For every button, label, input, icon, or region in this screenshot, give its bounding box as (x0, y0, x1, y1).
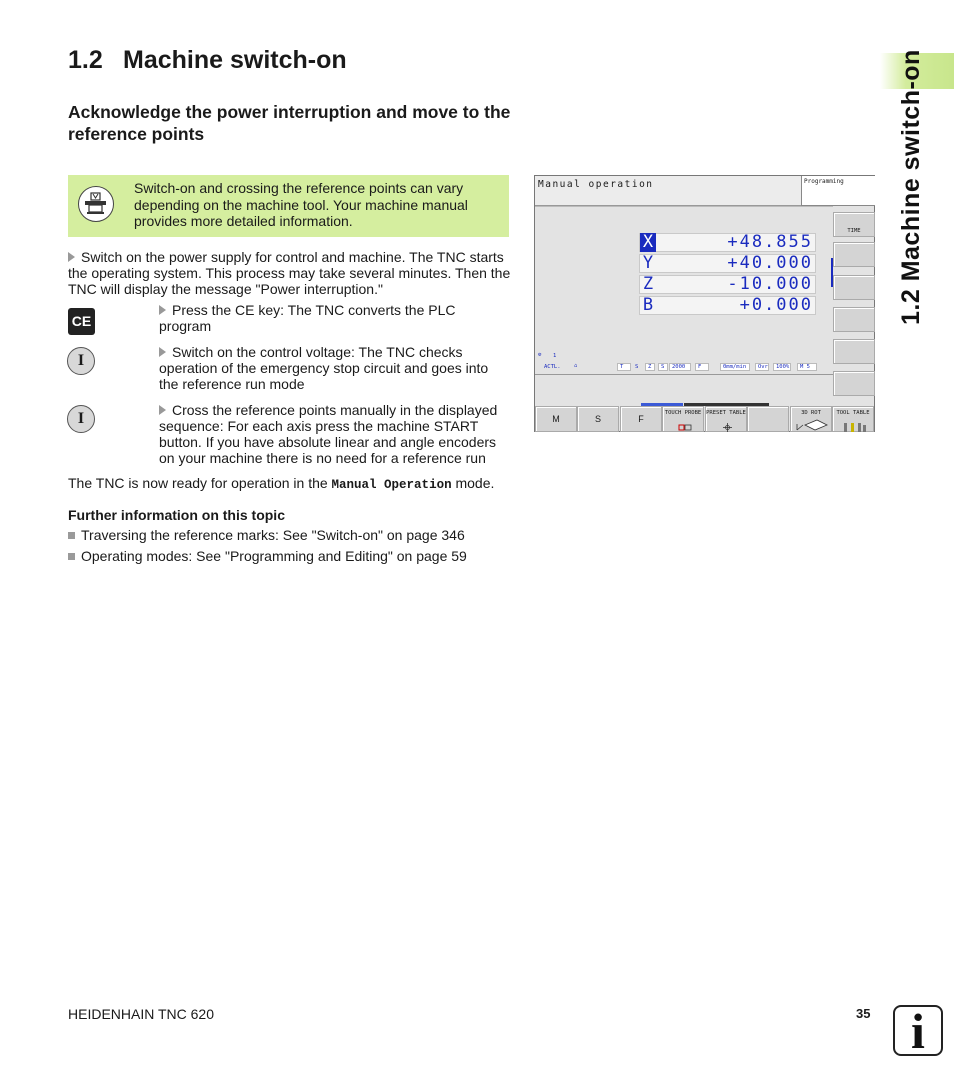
subsection-heading: Acknowledge the power interruption and move to the reference points (68, 102, 511, 144)
softkey-label: M (552, 414, 560, 424)
further-info-item (68, 548, 538, 564)
softkey-label: F (638, 414, 644, 424)
softkey-label: 3D ROT (801, 410, 821, 416)
softkey-time[interactable] (833, 212, 875, 237)
machine-start-key-icon: I (67, 405, 95, 433)
softkey-preset-table[interactable] (705, 406, 747, 432)
page-number: 35 (856, 1006, 871, 1021)
axis-row-b (639, 296, 816, 315)
control-voltage-key-icon: I (67, 347, 95, 375)
softkey-label: TIME (847, 228, 861, 234)
axis-letter: Z (642, 274, 654, 294)
tool-table-icon (843, 422, 867, 432)
softkey-label: S (594, 414, 601, 424)
status-z: Z (645, 363, 655, 371)
3d-rotation-icon (795, 417, 829, 431)
preset-icon (723, 423, 732, 432)
position-cursor (831, 258, 833, 287)
section-number: 1.2 (68, 46, 103, 74)
status-ovr: Ovr (755, 363, 769, 371)
axis-letter: Y (642, 253, 654, 273)
tnc-screen (534, 175, 875, 432)
footer-product: HEIDENHAIN TNC 620 (68, 1006, 215, 1022)
status-marker-icon: ⌂ (574, 363, 578, 369)
axis-letter: B (642, 295, 654, 315)
step-ce (159, 302, 509, 334)
softkey-f[interactable] (620, 406, 662, 432)
bullet-arrow-icon (159, 305, 166, 315)
softkey-tool-table[interactable] (832, 406, 874, 432)
touch-probe-icon (678, 423, 692, 431)
softkey-vertical[interactable] (833, 242, 875, 267)
intro-step-text: Switch on the power supply for control and machine. The TNC starts the operating system. This process may take several minutes. Then the TNC will display the message "Power interruption." (68, 249, 511, 297)
axis-row-z (639, 275, 816, 294)
tool-icon: ⚙ (538, 352, 542, 358)
axis-letter: X (640, 233, 656, 252)
status-s2: S (658, 363, 668, 371)
status-m: M 5 (797, 363, 817, 371)
step-control-voltage (159, 344, 511, 392)
step-control-voltage-text: Switch on the control voltage: The TNC checks operation of the emergency stop circuit and goes into the reference run mode (159, 344, 489, 392)
status-f-unit: 0mm/min (720, 363, 750, 371)
section-heading (68, 46, 347, 75)
step-reference-points (159, 402, 513, 466)
softkey-vertical[interactable] (833, 307, 875, 332)
screen-secondary-mode-label: Programming (804, 178, 844, 185)
axis-row-x (639, 233, 816, 252)
softkey-3d-rot[interactable] (790, 406, 832, 432)
screen-divider (535, 374, 833, 375)
axis-value: +40.000 (727, 253, 813, 273)
axis-value: +0.000 (739, 295, 813, 315)
machine-note (68, 175, 509, 237)
softkey-label: TOOL TABLE (836, 410, 870, 416)
screen-mode-title: Manual operation (538, 179, 654, 190)
section-title: Machine switch-on (123, 46, 347, 74)
axis-row-y (639, 254, 816, 273)
softkey-m[interactable] (535, 406, 577, 432)
status-ovr-value: 100% (773, 363, 791, 371)
status-actl: ACTL. (544, 364, 561, 370)
axis-value: -10.000 (727, 274, 813, 294)
bullet-arrow-icon (159, 405, 166, 415)
screen-divider (535, 206, 833, 207)
further-info-item (68, 527, 538, 543)
status-f: F (695, 363, 709, 371)
softkey-label: PRESET TABLE (706, 410, 746, 416)
screen-secondary-mode (801, 176, 875, 206)
bullet-square-icon (68, 553, 75, 560)
machine-note-text: Switch-on and crossing the reference points can vary depending on the machine tool. Your machine manual provides more detailed information. (134, 180, 468, 229)
tool-number: 1 (553, 353, 557, 359)
bullet-square-icon (68, 532, 75, 539)
ready-before: The TNC is now ready for operation in the (68, 475, 332, 491)
softkey-vertical[interactable] (833, 339, 875, 364)
side-tab-title: 1.2 Machine switch-on (897, 49, 925, 325)
ready-line (68, 475, 528, 493)
side-tab (897, 50, 937, 330)
further-info-item-text: Operating modes: See "Programming and Editing" on page 59 (81, 548, 467, 564)
step-reference-points-text: Cross the reference points manually in the displayed sequence: For each axis press the machine START button. If you have absolute linear and angle encoders on your machine there is no need for a reference run (159, 402, 498, 466)
softkey-touch-probe[interactable] (662, 406, 704, 432)
info-glyph: i (911, 1003, 925, 1059)
softkey-vertical[interactable] (833, 371, 875, 396)
softkey-label: TOUCH PROBE (664, 410, 702, 416)
bullet-arrow-icon (159, 347, 166, 357)
softkey-vertical[interactable] (833, 275, 875, 300)
status-s: S (635, 364, 639, 370)
further-info-item-text: Traversing the reference marks: See "Switch-on" on page 346 (81, 527, 465, 543)
axis-value: +48.855 (727, 232, 813, 252)
ready-after: mode. (451, 475, 495, 491)
status-s-value: 2000 (669, 363, 691, 371)
ready-mode: Manual Operation (331, 478, 452, 492)
intro-step (68, 249, 511, 297)
softkey-s[interactable] (577, 406, 619, 432)
bullet-arrow-icon (68, 252, 75, 262)
screen-header (535, 176, 801, 206)
ce-key-icon: CE (68, 308, 95, 335)
further-info-title: Further information on this topic (68, 507, 285, 523)
step-ce-text: Press the CE key: The TNC converts the PLC program (159, 302, 456, 334)
status-t: T (617, 363, 631, 371)
info-icon (893, 1003, 943, 1059)
softkey-empty[interactable] (747, 406, 789, 432)
machine-tool-icon (78, 186, 114, 222)
